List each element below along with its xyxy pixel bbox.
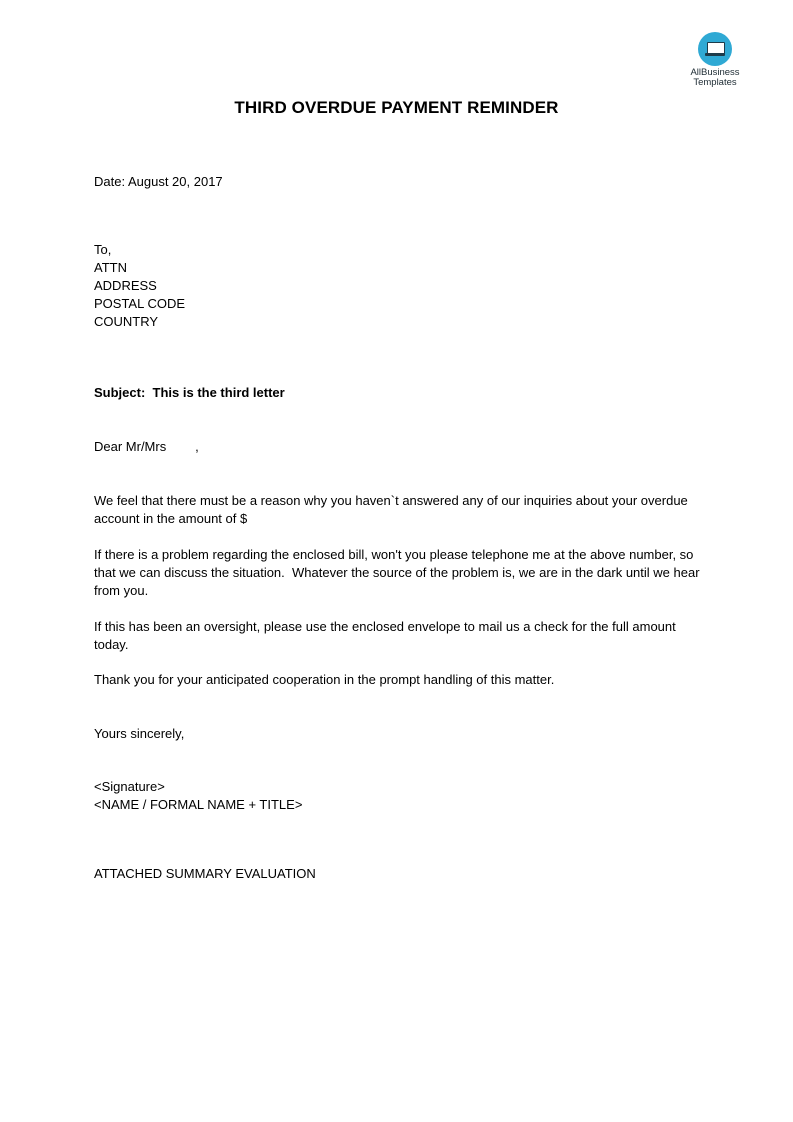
subject-label: Subject:	[94, 385, 146, 400]
laptop-icon	[698, 32, 732, 66]
salutation: Dear Mr/Mrs ,	[94, 439, 199, 454]
company-logo	[680, 32, 750, 88]
logo-line-1: AllBusiness	[690, 67, 740, 78]
address-line-country: COUNTRY	[94, 314, 159, 329]
address-line-to: To,	[94, 242, 112, 257]
body-paragraph-4: Thank you for your anticipated cooperation in the prompt handling of this matter.	[94, 672, 555, 687]
letter-date: Date: August 20, 2017	[94, 174, 223, 189]
body-paragraph-2: If there is a problem regarding the enclosed bill, won't you please telephone me at the above number, so that we can discuss the situation. Whatever the source of the problem is, we are in the dark until we hear from you.	[94, 547, 704, 598]
closing: Yours sincerely,	[94, 726, 185, 741]
body-paragraph-3: If this has been an oversight, please use the enclosed envelope to mail us a check for the full amount today.	[94, 619, 676, 652]
subject-line	[94, 384, 285, 402]
logo-line-2: Templates	[693, 77, 737, 88]
signature-placeholder: <Signature>	[94, 779, 165, 794]
document-title: THIRD OVERDUE PAYMENT REMINDER	[234, 98, 559, 117]
name-title-placeholder: <NAME / FORMAL NAME + TITLE>	[94, 797, 303, 812]
logo-text	[680, 68, 750, 88]
address-line-postal-code: POSTAL CODE	[94, 296, 186, 311]
attachment-note: ATTACHED SUMMARY EVALUATION	[94, 866, 316, 881]
subject-text: This is the third letter	[152, 385, 285, 400]
body-paragraph-1: We feel that there must be a reason why you haven`t answered any of our inquiries about your overdue account in the amount of $	[94, 493, 688, 526]
address-line-attn: ATTN	[94, 260, 127, 275]
address-line-address: ADDRESS	[94, 278, 157, 293]
